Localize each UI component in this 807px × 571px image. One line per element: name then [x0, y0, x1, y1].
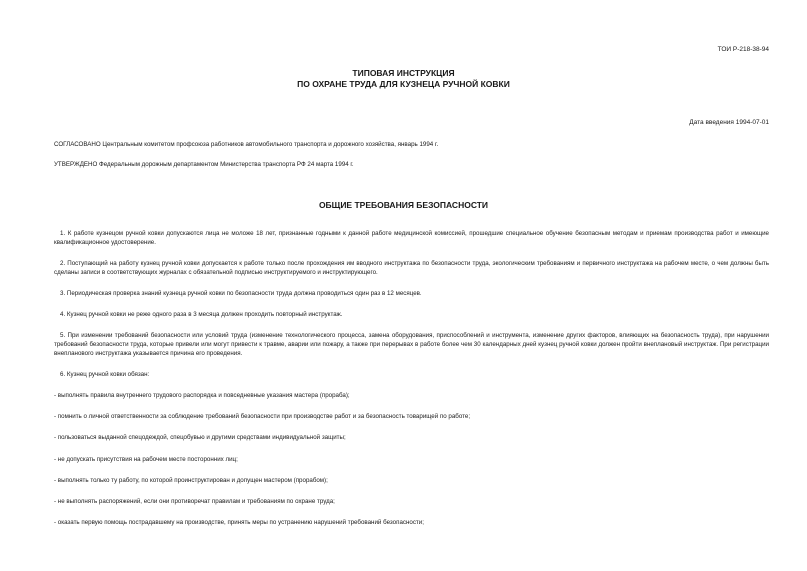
list-item: - помнить о личной ответственности за соблюдение требований безопасности при производстве работ и за безопасность товарищей по работе; — [54, 413, 471, 421]
section-heading: ОБЩИЕ ТРЕБОВАНИЯ БЕЗОПАСНОСТИ — [318, 200, 489, 210]
list-item: - оказать первую помощь пострадавшему на производстве, принять меры по устранению нарушений требований безопасности; — [54, 519, 424, 527]
list-item: - пользоваться выданной спецодеждой, спецобувью и другими средствами индивидуальной защиты; — [54, 434, 346, 442]
paragraph-4: 4. Кузнец ручной ковки не реже одного раза в 3 месяца должен проходить повторный инструктаж. — [60, 311, 343, 319]
agreed-statement: СОГЛАСОВАНО Центральным комитетом профсоюза работников автомобильного транспорта и дорожного хозяйства, январь 1994 г. — [54, 141, 439, 148]
document-code: ТОИ Р-218-38-94 — [717, 46, 769, 53]
list-item: - выполнять правила внутреннего трудового распорядка и повседневные указания мастера (прораба); — [54, 392, 350, 400]
duties-list — [54, 392, 769, 528]
list-item: - выполнять только ту работу, по которой проинструктирован и допущен мастером (прорабом); — [54, 476, 328, 484]
approved-statement: УТВЕРЖДЕНО Федеральным дорожным департаментом Министерства транспорта РФ 24 марта 1994 г. — [54, 161, 354, 168]
paragraph-3: 3. Периодическая проверка знаний кузнеца ручной ковки по безопасности труда должна проводиться один раз в 12 месяцев. — [60, 290, 422, 298]
paragraph-6: 6. Кузнец ручной ковки обязан: — [60, 371, 150, 379]
section-body — [54, 230, 769, 540]
paragraph-5: 5. При изменении требований безопасности или условий труда (изменение технологического процесса, замена оборудования, приспособлений и инструмента, изменение других факторов, влияющих на безопасность труда), при нарушении требований безопасности труда, которые привели или могут привести к травме, аварии или пожару, а также при перерывах в работе более чем 30 календарных дней кузнец ручной ковки должен пройти внеплановый инструктаж. При регистрации внепланового инструктажа указывается причина его проведения. — [54, 332, 769, 357]
paragraph-2: 2. Поступающий на работу кузнец ручной ковки допускается к работе только после прохождения им вводного инструктажа по безопасности труда, экологическим требованиям и первичного инструктажа на рабочем месте, о чем должны быть сделаны записи в соответствующих журналах с обязательной подписью инструктируемого и инструктирующего. — [54, 260, 769, 276]
list-item: - не выполнять распоряжений, если они противоречат правилам и требованиям по охране труда; — [54, 497, 335, 505]
paragraph-1: 1. К работе кузнецом ручной ковки допускаются лица не моложе 18 лет, признанные годными к данной работе медицинской комиссией, прошедшие специальное обучение безопасным методам и приемам производства работ и имеющие квалификационное удостоверение. — [54, 230, 769, 246]
introduction-date: Дата введения 1994-07-01 — [689, 119, 769, 126]
list-item: - не допускать присутствия на рабочем месте посторонних лиц; — [54, 455, 238, 463]
document-title — [0, 68, 807, 90]
title-line-2: ПО ОХРАНЕ ТРУДА ДЛЯ КУЗНЕЦА РУЧНОЙ КОВКИ — [297, 79, 510, 89]
title-line-1: ТИПОВАЯ ИНСТРУКЦИЯ — [352, 68, 455, 78]
